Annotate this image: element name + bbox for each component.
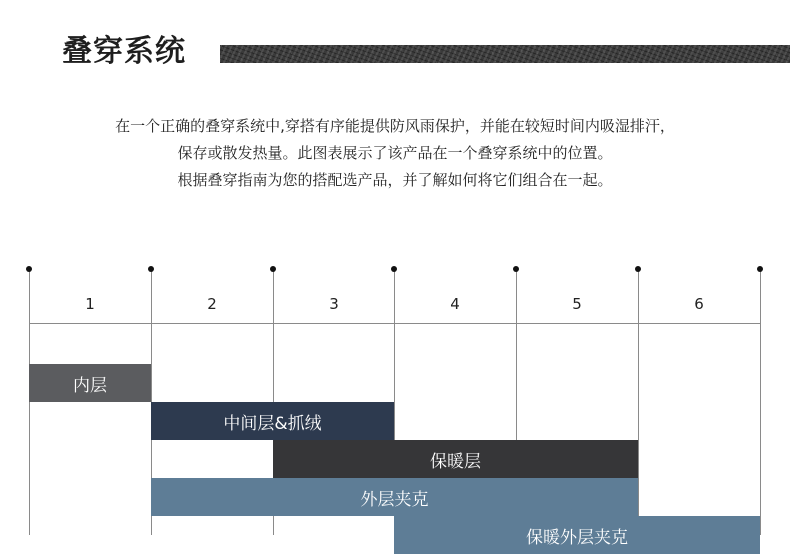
layer-label: 中间层&抓绒	[223, 413, 322, 434]
layer-bar	[151, 478, 638, 516]
column-number: 2	[207, 295, 217, 313]
layer-label: 保暖层	[430, 451, 481, 472]
column-number: 5	[572, 295, 582, 313]
column-number: 4	[450, 295, 460, 313]
layer-bar	[273, 440, 638, 478]
grid-dot-6	[757, 266, 763, 272]
column-number: 3	[329, 295, 339, 313]
intro-line-2: 保存或散发热量。此图表展示了该产品在一个叠穿系统中的位置。	[177, 144, 613, 162]
intro-line-1: 在一个正确的叠穿系统中,穿搭有序能提供防风雨保护，并能在较短时间内吸湿排汗，	[115, 117, 675, 135]
page-title: 叠穿系统	[62, 34, 186, 69]
grid-dot-1	[148, 266, 154, 272]
intro-line-3: 根据叠穿指南为您的搭配选产品，并了解如何将它们组合在一起。	[177, 171, 613, 189]
grid-dot-2	[270, 266, 276, 272]
layer-label: 外层夹克	[360, 489, 429, 510]
grid-dot-0	[26, 266, 32, 272]
intro-text	[0, 113, 790, 194]
column-number: 1	[85, 295, 95, 313]
title-decorative-bar	[220, 45, 790, 63]
grid-dot-4	[513, 266, 519, 272]
grid-dot-3	[391, 266, 397, 272]
layer-bar	[394, 516, 760, 554]
layer-bar	[29, 364, 151, 402]
layer-label: 保暖外层夹克	[526, 527, 628, 548]
layer-label: 内层	[73, 375, 107, 396]
layer-bar	[151, 402, 394, 440]
column-number: 6	[694, 295, 704, 313]
grid-dot-5	[635, 266, 641, 272]
grid-line-6	[760, 269, 761, 535]
